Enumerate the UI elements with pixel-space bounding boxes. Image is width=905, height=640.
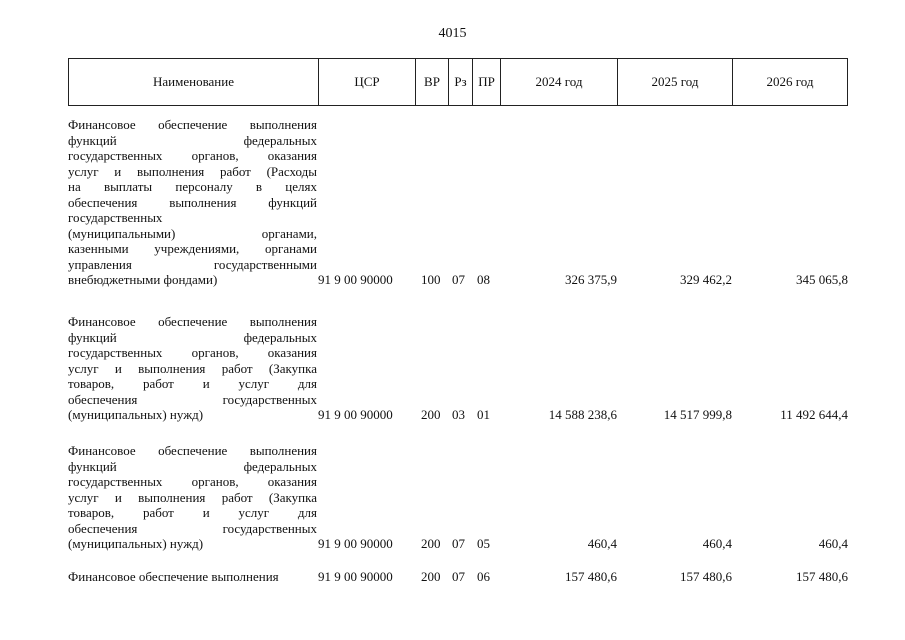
page-number: 4015	[438, 26, 467, 41]
row-value-2024: 157 480,6	[565, 569, 617, 584]
header-pr: ПР	[473, 59, 501, 105]
row-name	[68, 314, 317, 423]
row-name-line: Финансовое обеспечение выполнения	[68, 117, 317, 132]
row-name	[68, 569, 317, 585]
row-rz: 07	[452, 536, 465, 551]
row-name-line: на выплаты персоналу в целях	[68, 179, 317, 194]
row-value-2026: 345 065,8	[796, 272, 848, 287]
row-csr: 91 9 00 90000	[318, 569, 393, 584]
row-name-line: государственных	[68, 210, 163, 225]
row-vr: 200	[421, 407, 441, 422]
row-name-line: внебюджетными фондами)	[68, 272, 218, 287]
row-value-2024: 460,4	[587, 536, 617, 551]
header-csr: ЦСР	[319, 59, 416, 105]
row-rz: 07	[452, 569, 465, 584]
row-name	[68, 443, 317, 552]
row-name-line: государственных органов, оказания	[68, 474, 317, 489]
row-value-2026: 11 492 644,4	[780, 407, 848, 422]
row-rz: 03	[452, 407, 465, 422]
row-name-line: Финансовое обеспечение выполнения	[68, 314, 317, 329]
row-csr: 91 9 00 90000	[318, 536, 393, 551]
header-name: Наименование	[69, 59, 319, 105]
row-name-line: управления государственными	[68, 256, 317, 272]
row-value-2026: 460,4	[818, 536, 848, 551]
row-vr: 200	[421, 536, 441, 551]
row-name-line: государственных органов, оказания	[68, 345, 317, 360]
row-value-2025: 157 480,6	[680, 569, 732, 584]
row-name-line: казенными учреждениями, органами	[68, 241, 317, 256]
row-name	[68, 117, 317, 288]
row-value-2024: 326 375,9	[565, 272, 617, 287]
row-name-line: государственных органов, оказания	[68, 148, 317, 163]
row-name-line: функций федеральных	[68, 329, 317, 345]
header-vr: ВР	[416, 59, 449, 105]
row-pr: 05	[477, 536, 490, 551]
row-pr: 01	[477, 407, 490, 422]
row-value-2024: 14 588 238,6	[548, 407, 617, 422]
row-name-line: обеспечения государственных	[68, 520, 317, 536]
row-name-line: функций федеральных	[68, 458, 317, 474]
header-rz: Рз	[449, 59, 473, 105]
row-name-line: функций федеральных	[68, 132, 317, 148]
row-name-line: услуг и выполнения работ (Закупка	[68, 489, 317, 505]
table-header	[68, 58, 848, 106]
row-value-2026: 157 480,6	[796, 569, 848, 584]
row-vr: 100	[421, 272, 441, 287]
row-name-line: товаров, работ и услуг для	[68, 376, 317, 391]
row-name-line: товаров, работ и услуг для	[68, 505, 317, 520]
header-2026: 2026 год	[766, 74, 814, 89]
row-csr: 91 9 00 90000	[318, 407, 393, 422]
row-name-line: услуг и выполнения работ (Расходы	[68, 163, 317, 179]
row-pr: 06	[477, 569, 490, 584]
row-name-line: Финансовое обеспечение выполнения	[68, 443, 317, 458]
row-name-line: (муниципальных) нужд)	[68, 536, 204, 551]
row-name-line: услуг и выполнения работ (Закупка	[68, 360, 317, 376]
row-value-2025: 329 462,2	[680, 272, 732, 287]
header-2024: 2024 год	[501, 59, 618, 105]
row-rz: 07	[452, 272, 465, 287]
row-csr: 91 9 00 90000	[318, 272, 393, 287]
row-name-line: обеспечения государственных	[68, 391, 317, 407]
row-name-line: (муниципальными) органами,	[68, 225, 317, 241]
row-name-line: обеспечения выполнения функций	[68, 194, 317, 210]
row-value-2025: 14 517 999,8	[663, 407, 732, 422]
header-2025: 2025 год	[618, 59, 733, 105]
row-pr: 08	[477, 272, 490, 287]
row-value-2025: 460,4	[702, 536, 732, 551]
row-name-line: (муниципальных) нужд)	[68, 407, 204, 422]
row-name-line: Финансовое обеспечение выполнения	[68, 569, 279, 584]
row-vr: 200	[421, 569, 441, 584]
